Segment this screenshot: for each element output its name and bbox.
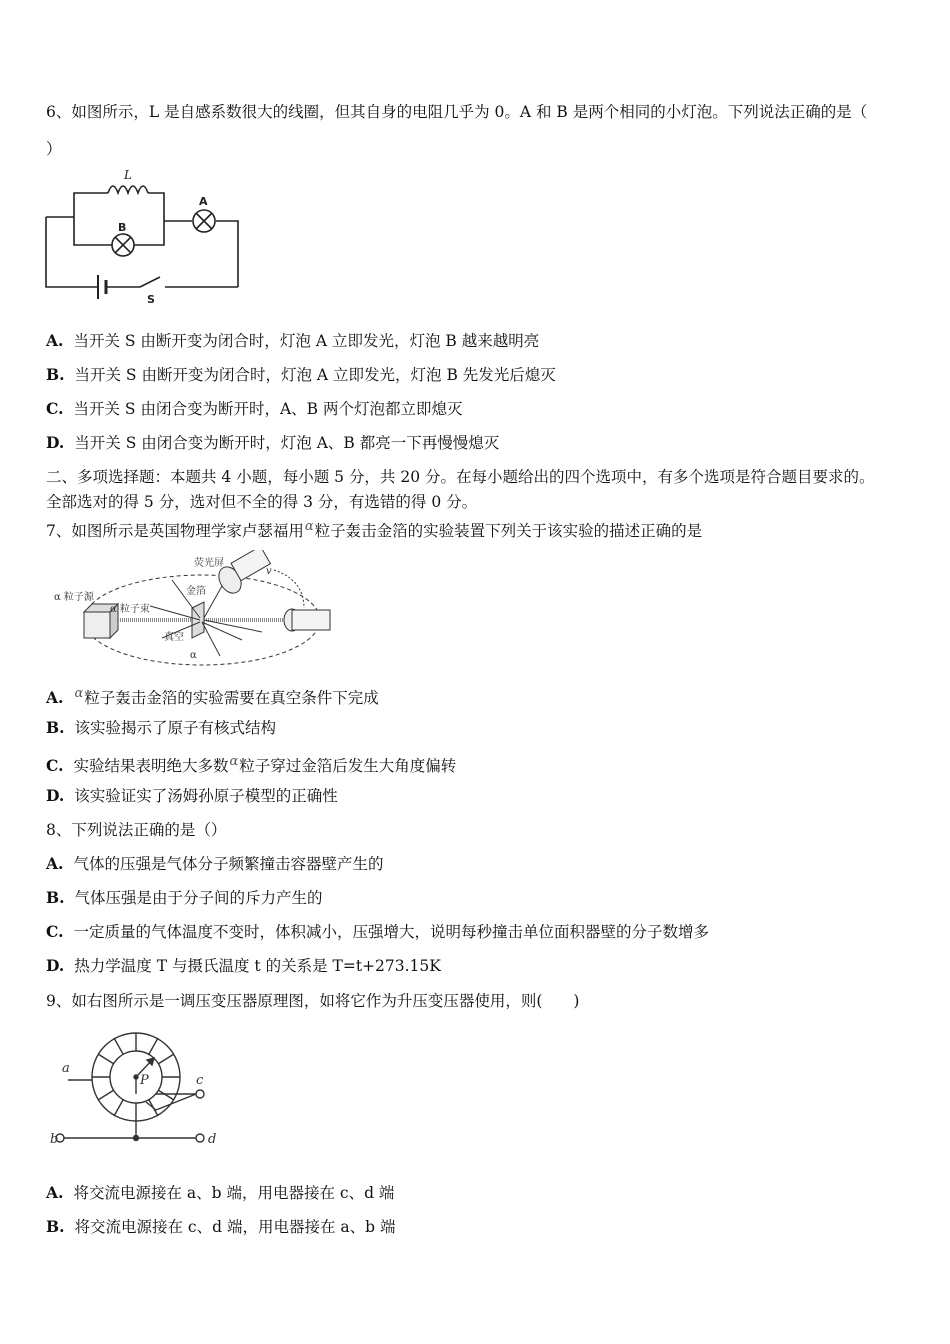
q9-stem: 9、如右图所示是一调压变压器原理图，如将它作为升压变压器使用，则( )	[46, 992, 580, 1010]
q7-label-source: α 粒子源	[54, 592, 94, 603]
q6-option-c: C. 当开关 S 由闭合变为断开时，A、B 两个灯泡都立即熄灭	[46, 399, 463, 418]
q6-label-s: S	[147, 293, 155, 305]
q7-option-c: C. 实验结果表明绝大多数$^\alpha$粒子穿过金箔后发生大角度偏转	[46, 754, 457, 776]
q9-label-p: P	[140, 1073, 149, 1088]
q6-label-a: A	[199, 195, 208, 208]
q6-stem-line2: ）	[46, 140, 62, 158]
q9-label-b: b	[50, 1132, 59, 1147]
q9-label-c: c	[196, 1073, 204, 1088]
q9-option-b: B. 将交流电源接在 c、d 端，用电器接在 a、b 端	[46, 1217, 396, 1236]
q6-label-b: B	[118, 221, 127, 234]
q6-stem-line1: 6、如图所示，L 是自感系数很大的线圈，但其自身的电阻几乎为 0。A 和 B 是两个相同的小灯泡。下列说法正确的是（	[46, 103, 868, 121]
q8-stem: 8、下列说法正确的是（）	[46, 821, 227, 839]
q8-option-c: C. 一定质量的气体温度不变时，体积减小，压强增大，说明每秒撞击单位面积器壁的分子数增多	[46, 922, 709, 941]
q8-option-b: B. 气体压强是由于分子间的斥力产生的	[46, 888, 323, 907]
q7-option-a: A. $^\alpha$粒子轰击金箔的实验需要在真空条件下完成	[46, 686, 379, 708]
q7-label-alpha: α	[190, 650, 197, 661]
q7-option-b: B. 该实验揭示了原子有核式结构	[46, 718, 277, 737]
q9-label-a: a	[62, 1061, 70, 1076]
q7-label-screen: 荧光屏	[194, 558, 224, 569]
q8-option-d: D. 热力学温度 T 与摄氏温度 t 的关系是 T=t+273.15K	[46, 956, 441, 975]
q8-option-a: A. 气体的压强是气体分子频繁撞击容器壁产生的	[46, 854, 384, 873]
q6-option-d: D. 当开关 S 由闭合变为断开时，灯泡 A、B 都亮一下再慢慢熄灭	[46, 433, 500, 452]
q7-label-foil: 金箔	[186, 586, 206, 597]
section2-line1: 二、多项选择题：本题共 4 小题，每小题 5 分，共 20 分。在每小题给出的四个选项中，有多个选项是符合题目要求的。	[46, 468, 875, 486]
q9-label-d: d	[208, 1132, 217, 1147]
q7-rutherford-figure	[52, 550, 352, 675]
q9-transformer-figure	[46, 1022, 226, 1152]
q6-circuit-figure	[40, 165, 250, 305]
q7-label-beam: α 粒子束	[110, 604, 150, 615]
q7-label-vacuum: 真空	[164, 632, 184, 643]
section2-line2: 全部选对的得 5 分，选对但不全的得 3 分，有选错的得 0 分。	[46, 493, 478, 511]
alpha-symbol: α	[304, 519, 314, 534]
q7-option-d: D. 该实验证实了汤姆孙原子模型的正确性	[46, 786, 338, 805]
q7-label-v: v	[266, 566, 272, 577]
q9-option-a: A. 将交流电源接在 a、b 端，用电器接在 c、d 端	[46, 1183, 395, 1202]
q6-option-b: B. 当开关 S 由断开变为闭合时，灯泡 A 立即发光，灯泡 B 先发光后熄灭	[46, 365, 556, 384]
q7-stem: 7、如图所示是英国物理学家卢瑟福用$^\alpha$粒子轰击金箔的实验装置下列关于该实验的描述正确的是	[46, 519, 703, 541]
q6-label-l: L	[124, 168, 132, 182]
q6-option-a: A. 当开关 S 由断开变为闭合时，灯泡 A 立即发光，灯泡 B 越来越明亮	[46, 331, 540, 350]
